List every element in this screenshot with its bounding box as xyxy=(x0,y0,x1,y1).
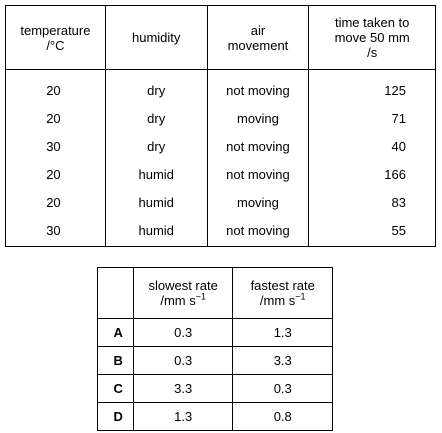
time-taken-header: time taken to move 50 mm /s xyxy=(309,6,436,70)
temperature-cell: 30 xyxy=(6,216,106,247)
option-row xyxy=(98,319,333,347)
temperature-cell: 20 xyxy=(6,70,106,105)
answer-options-table xyxy=(97,267,333,431)
option-row xyxy=(98,347,333,375)
humidity-cell: dry xyxy=(105,132,207,160)
slowest-rate-cell: 3.3 xyxy=(133,375,233,403)
humidity-cell: humid xyxy=(105,188,207,216)
temperature-header: temperature /°C xyxy=(6,6,106,70)
temperature-cell: 30 xyxy=(6,132,106,160)
experiment-row xyxy=(6,160,436,188)
options-corner-cell xyxy=(98,268,134,319)
temperature-cell: 20 xyxy=(6,188,106,216)
time-cell: 55 xyxy=(309,216,436,247)
air-movement-cell: not moving xyxy=(207,132,309,160)
air-movement-cell: moving xyxy=(207,188,309,216)
time-cell: 83 xyxy=(309,188,436,216)
slowest-rate-header: slowest rate /mm $s^{-1}$ xyxy=(133,268,233,319)
option-row xyxy=(98,375,333,403)
time-cell: 125 xyxy=(309,70,436,105)
option-letter: C xyxy=(98,375,134,403)
experiment-row xyxy=(6,70,436,105)
experiment-row xyxy=(6,132,436,160)
time-cell: 40 xyxy=(309,132,436,160)
option-letter: D xyxy=(98,403,134,431)
time-cell: 166 xyxy=(309,160,436,188)
humidity-header: humidity xyxy=(105,6,207,70)
fastest-rate-cell: 1.3 xyxy=(233,319,333,347)
fastest-rate-cell: 0.8 xyxy=(233,403,333,431)
air-movement-header: air movement xyxy=(207,6,309,70)
experiment-row xyxy=(6,216,436,247)
fastest-rate-header: fastest rate /mm $s^{-1}$ xyxy=(233,268,333,319)
air-movement-cell: not moving xyxy=(207,216,309,247)
experiment-row xyxy=(6,104,436,132)
humidity-cell: dry xyxy=(105,104,207,132)
fastest-rate-cell: 3.3 xyxy=(233,347,333,375)
experiment-row xyxy=(6,188,436,216)
experiment-results-table xyxy=(5,5,436,247)
temperature-cell: 20 xyxy=(6,160,106,188)
option-letter: A xyxy=(98,319,134,347)
slowest-rate-cell: 1.3 xyxy=(133,403,233,431)
temperature-cell: 20 xyxy=(6,104,106,132)
humidity-cell: humid xyxy=(105,160,207,188)
option-letter: B xyxy=(98,347,134,375)
options-header-row xyxy=(98,268,333,319)
fastest-rate-cell: 0.3 xyxy=(233,375,333,403)
slowest-rate-cell: 0.3 xyxy=(133,347,233,375)
air-movement-cell: not moving xyxy=(207,160,309,188)
air-movement-cell: moving xyxy=(207,104,309,132)
experiment-header-row xyxy=(6,6,436,70)
humidity-cell: humid xyxy=(105,216,207,247)
air-movement-cell: not moving xyxy=(207,70,309,105)
humidity-cell: dry xyxy=(105,70,207,105)
slowest-rate-cell: 0.3 xyxy=(133,319,233,347)
time-cell: 71 xyxy=(309,104,436,132)
option-row xyxy=(98,403,333,431)
